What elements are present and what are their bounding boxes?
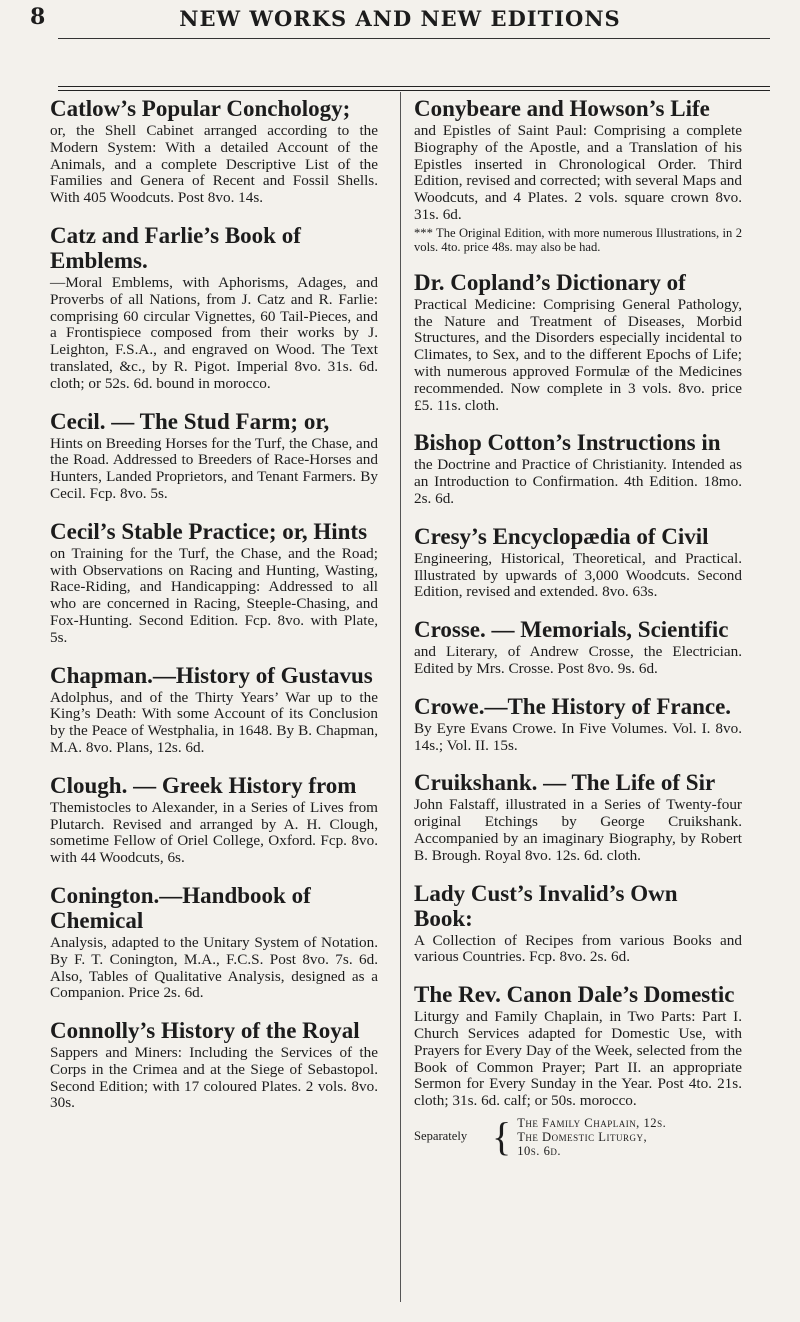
entry-body: John Falstaff, illustrated in a Series of Twenty-four original Etchings by George Cruikshank. Accompanied by an imaginary Biography, by Robert B. Brough. Royal 8vo. 12s. 6d. cloth. [414, 796, 742, 864]
entry-conington-chemical-analysis [50, 883, 378, 1002]
entry-cecil-stud-farm [50, 409, 378, 503]
entry-chapman-gustavus [50, 663, 378, 757]
entry-body: and Literary, of Andrew Crosse, the Electrician. Edited by Mrs. Crosse. Post 8vo. 9s. 6d. [414, 643, 742, 677]
entry-title: Clough. — Greek History from [50, 772, 357, 798]
entry-body: —Moral Emblems, with Aphorisms, Adages, and Proverbs of all Nations, from J. Catz and R. Farlie: comprising 60 circular Vignettes, 60 Tail-Pieces, and a Frontispiece composed from their works by J. Leighton, F.S.A., and engraved on Wood. The Text translated, &c., by R. Pigot. Imperial 8vo. 31s. 6d. cloth; or 52s. 6d. bound in morocco. [50, 273, 378, 392]
entry-body: Hints on Breeding Horses for the Turf, the Chase, and the Road. Addressed to Breeders of Race-Horses and Hunters, Landed Proprietors, and Tenant Farmers. By Cecil. Fcp. 8vo. 5s. [50, 434, 378, 502]
entry-cecil-stable-practice [50, 519, 378, 647]
entry-title: Connolly’s History of the Royal [50, 1018, 360, 1044]
entry-body: and Epistles of Saint Paul: Comprising a complete Biography of the Apostle, and a Translation of his Epistles inserted in Chronological Order. Third Edition, revised and corrected; with several Maps and Woodcuts, and 4 Plates. 2 vols. square crown 8vo. 31s. 6d. [414, 122, 742, 223]
entry-body: Themistocles to Alexander, in a Series of Lives from Plutarch. Revised and arranged by A. H. Clough, sometime Fellow of Oriel College, Oxford. Fcp. 8vo. with 44 Woodcuts, 6s. [50, 798, 378, 867]
entry-cotton-instructions [414, 430, 742, 507]
entry-conybeare-howson-st-paul [414, 96, 742, 254]
entry-body: A Collection of Recipes from various Books and various Countries. Fcp. 8vo. 2s. 6d. [414, 931, 742, 966]
separately-label: Separately [414, 1129, 468, 1144]
entry-catz-farlie-emblems [50, 223, 378, 393]
page-number: 8 [30, 4, 46, 30]
top-double-rule-lower [58, 90, 770, 91]
entry-title: Conybeare and Howson’s Life [414, 96, 710, 121]
top-double-rule-upper [58, 86, 770, 87]
entry-body: or, the Shell Cabinet arranged according to the Modern System: With a detailed Account of the Animals, and a complete Descriptive List of the Families and Genera of Recent and Fossil Shells. With 405 Woodcuts. Post 8vo. 14s. [50, 122, 378, 207]
entry-connolly-sappers-miners [50, 1018, 378, 1112]
entry-title: Crosse. — Memorials, Scientific [414, 617, 729, 643]
left-column [50, 96, 378, 1128]
entry-note: *** The Original Edition, with more numerous Illustrations, in 2 vols. 4to. price 48s. may also be had. [414, 225, 742, 254]
entry-title: Cresy’s Encyclopædia of Civil [414, 523, 709, 549]
entry-cust-invalids-book [414, 881, 742, 967]
column-divider [400, 92, 401, 1302]
entry-cresy-encyclopaedia [414, 524, 742, 601]
entry-title: Dr. Copland’s Dictionary of [414, 269, 686, 295]
entry-dale-domestic-liturgy [414, 982, 742, 1158]
entry-title: Lady Cust’s Invalid’s Own Book: [414, 880, 678, 931]
entry-title: Cecil. — The Stud Farm; or, [50, 408, 330, 434]
entry-title: Crowe.—The History of France. [414, 693, 732, 719]
entry-body: Analysis, adapted to the Unitary System of Notation. By F. T. Conington, M.A., F.C.S. Post 8vo. 7s. 6d. Also, Tables of Qualitative Analysis, designed as a Companion. Price 2s. 6d. [50, 933, 378, 1002]
entry-title: Cecil’s Stable Practice; or, Hints [50, 518, 368, 544]
entry-body: Engineering, Historical, Theoretical, and Practical. Illustrated by upwards of 3,000 Woodcuts. Second Edition, revised and extended. 8vo. 63s. [414, 549, 742, 601]
entry-title: Cruikshank. — The Life of Sir [414, 770, 716, 796]
entry-copland-dictionary [414, 270, 742, 415]
entry-clough-greek-history [50, 773, 378, 867]
entry-title: The Rev. Canon Dale’s Domestic [414, 982, 735, 1008]
separately-item-domestic-liturgy: The Domestic Liturgy, [517, 1129, 648, 1144]
entry-cruikshank-falstaff [414, 770, 742, 864]
entry-body: on Training for the Turf, the Chase, and the Road; with Observations on Racing and Hunting, Wasting, Race-Riding, and Handicapping: Addressed to all who are concerned in Racing, Steeple-Chasing, and Fox-Hunting. Second Edition. Fcp. 8vo. with Plate, 5s. [50, 544, 378, 646]
separately-item-family-chaplain: The Family Chaplain, 12s. [517, 1115, 667, 1130]
entry-catlow-conchology [50, 96, 378, 207]
entry-body: Sappers and Miners: Including the Services of the Corps in the Crimea and at the Siege of Sebastopol. Second Edition; with 17 coloured Plates. 2 vols. 8vo. 30s. [50, 1044, 378, 1112]
separately-items [517, 1116, 666, 1158]
right-column [414, 96, 742, 1174]
entry-title: Bishop Cotton’s Instructions in [414, 430, 721, 456]
entry-body: the Doctrine and Practice of Christianity. Intended as an Introduction to Confirmation. 4th Edition. 18mo. 2s. 6d. [414, 456, 742, 507]
separately-list [414, 1113, 742, 1159]
entry-title: Chapman.—History of Gustavus [50, 662, 373, 688]
header-rule [58, 38, 770, 39]
entry-body: By Eyre Evans Crowe. In Five Volumes. Vol. I. 8vo. 14s.; Vol. II. 15s. [414, 719, 742, 754]
entry-title: Conington.—Handbook of Chemical [50, 882, 311, 933]
left-brace-icon: { [492, 1113, 512, 1159]
separately-item-price: 10s. 6d. [517, 1143, 562, 1158]
entry-body: Adolphus, and of the Thirty Years’ War up to the King’s Death: With some Account of its Conclusion by the Peace of Westphalia, in 1648. By B. Chapman, M.A. 8vo. Plans, 12s. 6d. [50, 688, 378, 756]
entry-crosse-memorials [414, 617, 742, 678]
running-head: NEW WORKS AND NEW EDITIONS [179, 6, 621, 31]
entry-title: Catlow’s Popular Conchology; [50, 96, 351, 121]
entry-crowe-history-france [414, 694, 742, 755]
entry-body: Practical Medicine: Comprising General Pathology, the Nature and Treatment of Diseases, Morbid Structures, and the Disorders especially incidental to Climates, to Sex, and to the different Epochs of Life; with numerous approved Formulæ of the Medicines recommended. Now complete in 3 vols. 8vo. price £5. 11s. cloth. [414, 295, 742, 414]
entry-body: Liturgy and Family Chaplain, in Two Parts: Part I. Church Services adapted for Domestic Use, with Prayers for Every Day of the Week, selected from the Book of Common Prayer; Part II. an appropriate Sermon for Every Sunday in the Year. Post 4to. 21s. cloth; 31s. 6d. calf; or 50s. morocco. [414, 1008, 742, 1110]
entry-title: Catz and Farlie’s Book of Emblems. [50, 222, 301, 273]
